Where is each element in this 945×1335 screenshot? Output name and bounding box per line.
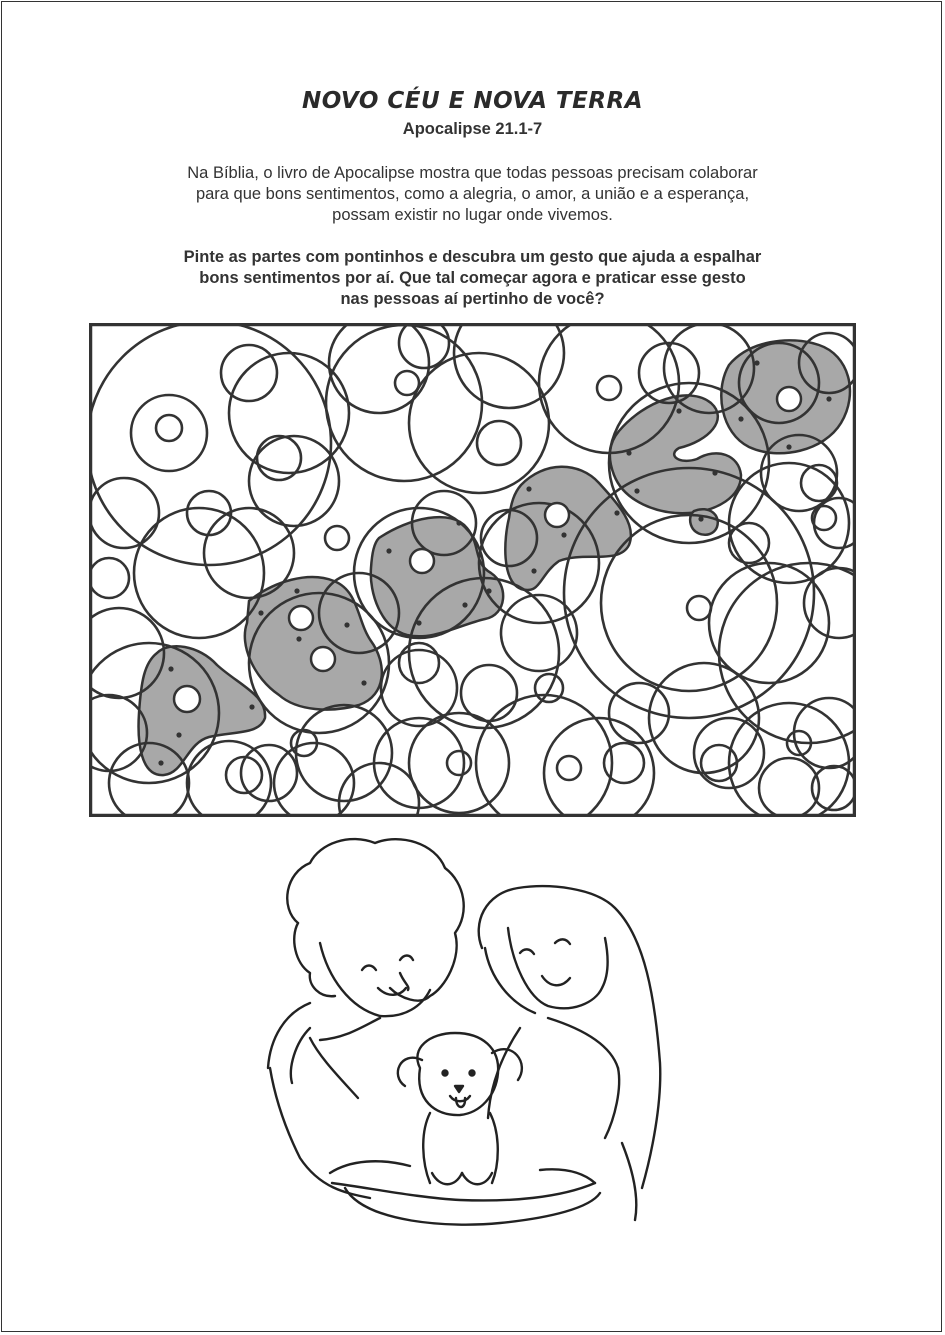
hugging-arms — [332, 1183, 595, 1200]
boy-hair — [287, 839, 463, 1001]
instruction-line: Pinte as partes com pontinhos e descubra um gesto que ajuda a espalhar — [183, 248, 762, 266]
instruction-line: nas pessoas aí pertinho de você? — [340, 290, 605, 308]
instruction-paragraph — [100, 247, 845, 310]
intro-line: possam existir no lugar onde vivemos. — [332, 206, 613, 224]
cedilla-shape — [690, 509, 718, 535]
circle-puzzle — [89, 323, 856, 817]
page-title: NOVO CÉU E NOVA TERRA — [301, 88, 644, 114]
intro-line: para que bons sentimentos, como a alegria, o amor, a união e a esperança, — [195, 185, 750, 203]
intro-paragraph — [100, 163, 845, 226]
boy-face — [320, 943, 430, 1016]
letter-b-shape — [245, 577, 382, 709]
intro-line: Na Bíblia, o livro de Apocalipse mostra que todas pessoas precisam colaborar — [187, 164, 758, 182]
bible-reference: Apocalipse 21.1-7 — [402, 120, 543, 138]
instruction-line: bons sentimentos por aí. Que tal começar agora e praticar esse gesto — [199, 269, 746, 287]
girl-hair — [479, 886, 661, 1188]
hug-illustration — [250, 828, 690, 1248]
puppy-body — [423, 1113, 430, 1183]
